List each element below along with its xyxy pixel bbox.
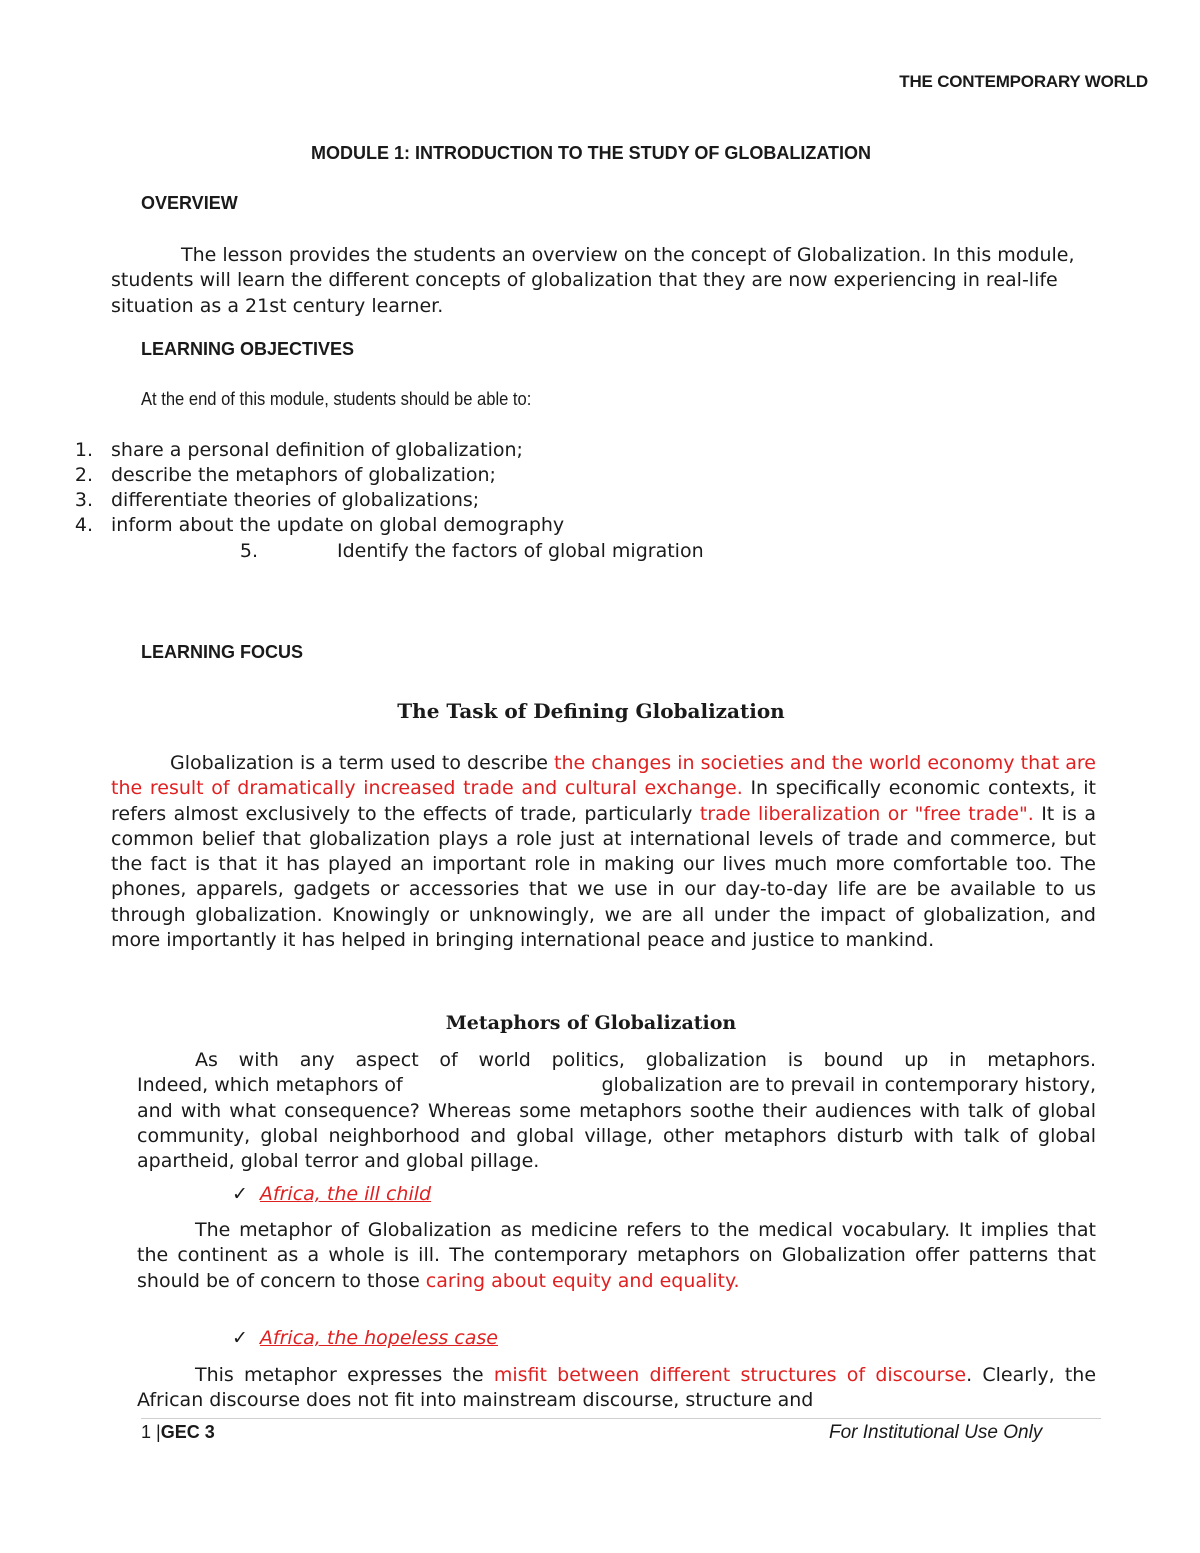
highlight-text: misfit between different structures of discourse: [493, 1364, 967, 1386]
highlight-text: caring about equity and equality.: [425, 1269, 740, 1292]
objective-item: [0, 463, 1200, 488]
focus-heading: LEARNING FOCUS: [141, 642, 303, 662]
objective-text: describe the metaphors of globalization;: [111, 464, 496, 486]
overview-paragraph: The lesson provides the students an overview on the concept of Globalization. In this module, students will learn the different concepts of globalization that they are now experiencing in real-life situation as a 21st century learner.: [111, 244, 1075, 317]
objective-number: 3.: [74, 489, 93, 511]
metaphor-label: Africa, the ill child: [259, 1183, 432, 1205]
objectives-heading: LEARNING OBJECTIVES: [141, 339, 355, 359]
metaphor-heading: [232, 1327, 498, 1349]
metaphor-hopeless-case-paragraph: This metaphor expresses the misfit between different structures of discourse. Clearly, the African discourse does not fit into mainstream discourse, structure and: [137, 1364, 1097, 1412]
highlight-text: the changes in societies and the world economy that are the result of dramatically increased trade and cultural exchange.: [111, 752, 1096, 800]
checkmark-icon: ✓: [232, 1327, 248, 1349]
objective-item: [0, 539, 1200, 564]
footer-note: For Institutional Use Only: [829, 1422, 1043, 1443]
objective-item: [0, 488, 1200, 513]
objective-number: 2.: [74, 464, 93, 486]
checkmark-icon: ✓: [232, 1183, 248, 1205]
footer-divider: [141, 1418, 1101, 1419]
objective-text: Identify the factors of global migration: [337, 540, 704, 562]
highlight-text: trade liberalization or "free trade".: [699, 802, 1034, 825]
footer-page-label: [141, 1422, 215, 1443]
header-title: THE CONTEMPORARY WORLD: [899, 72, 1148, 91]
metaphor-ill-child-paragraph: The metaphor of Globalization as medicine refers to the medical vocabulary. It implies that the continent as a whole is ill. The contemporary metaphors on Globalization offer patterns that should be of concern to those caring about equity and equality.: [137, 1219, 1096, 1292]
objective-number: 4.: [74, 514, 93, 536]
objective-item: [0, 513, 1200, 538]
objective-text: inform about the update on global demography: [111, 514, 565, 536]
objective-text: share a personal definition of globalization;: [111, 439, 523, 461]
metaphors-intro-paragraph: As with any aspect of world politics, globalization is bound up in metaphors. Indeed, which metaphors of globalization are to prevail in contemporary history, and with what consequence? Whereas some metaphors soothe their audiences with talk of global community, global neighborhood and global village, other metaphors disturb with talk of global apartheid, global terror and global pillage.: [137, 1049, 1096, 1173]
objectives-intro: At the end of this module, students should be able to:: [141, 389, 532, 409]
overview-heading: OVERVIEW: [141, 193, 238, 213]
globalization-definition-paragraph: Globalization is a term used to describe the changes in societies and the world economy that are the result of dramatically increased trade and cultural exchange. In specifically economic contexts, it refers almost exclusively to the effects of trade, particularly trade liberalization or "free trade". It is a common belief that globalization plays a role just at international levels of trade and commerce, but the fact is that it has played an important role in making our lives much more comfortable too. The phones, apparels, gadgets or accessories that we use in our day-to-day life are be available to us through globalization. Knowingly or unknowingly, we are all under the impact of globalization, and more importantly it has helped in bringing international peace and justice to mankind.: [111, 752, 1096, 952]
objective-item: [0, 438, 1200, 463]
objective-number: 1.: [74, 439, 93, 461]
module-title: MODULE 1: INTRODUCTION TO THE STUDY OF GLOBALIZATION: [311, 143, 871, 163]
section-subtitle: The Task of Defining Globalization: [397, 699, 785, 723]
page-number: 1 |: [141, 1422, 161, 1442]
metaphor-heading: [232, 1183, 431, 1205]
objective-text: differentiate theories of globalizations;: [111, 489, 480, 511]
section-subtitle: Metaphors of Globalization: [445, 1012, 737, 1034]
objective-number: 5.: [239, 540, 258, 562]
course-code: GEC 3: [160, 1422, 215, 1442]
metaphor-label: Africa, the hopeless case: [259, 1327, 498, 1349]
